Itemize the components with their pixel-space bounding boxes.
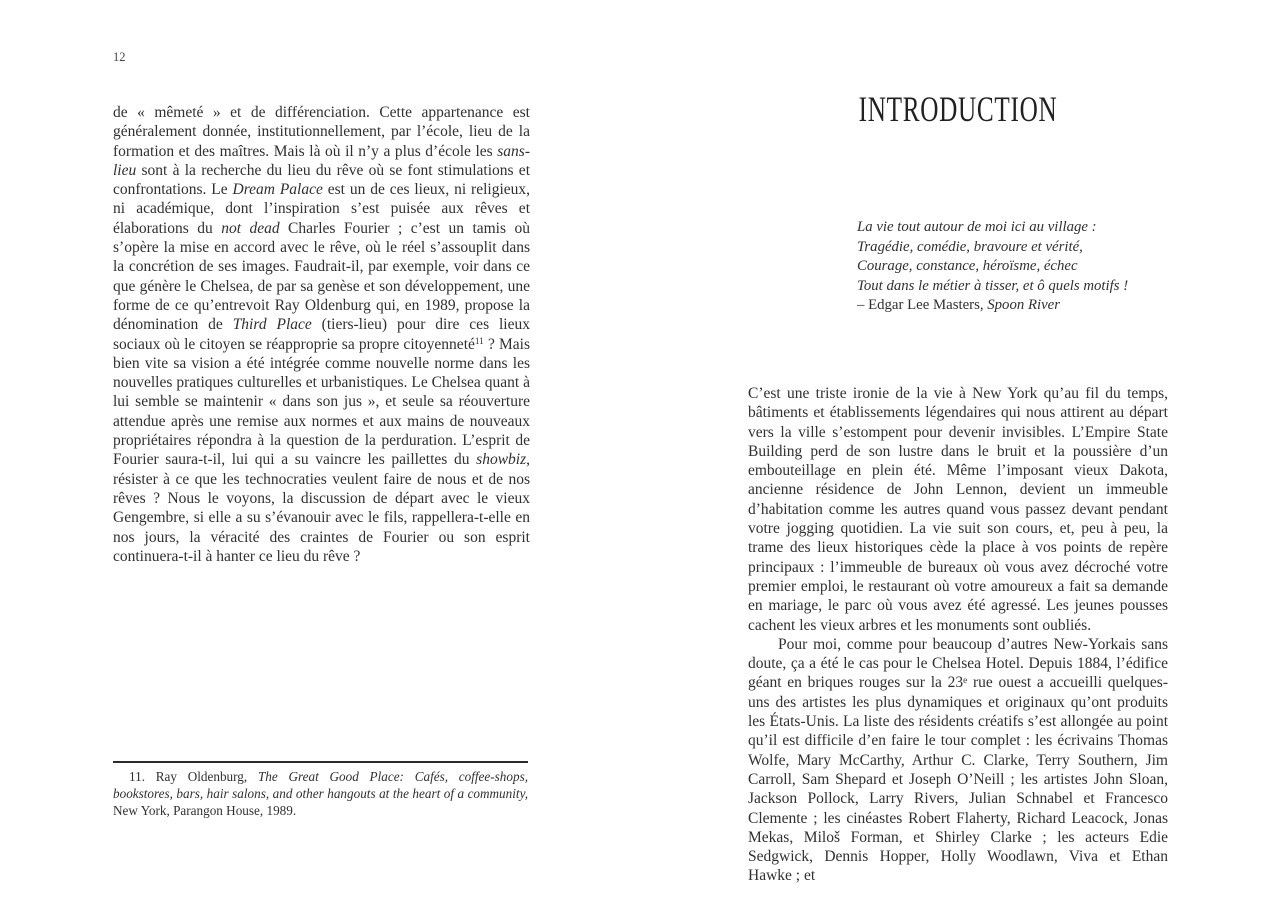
- text-run: (tiers-lieu) pour dire ces lieux sociaux où le citoyen se réapproprie sa propre citoyenneté: [113, 316, 530, 353]
- italic-run: Third Place: [232, 316, 312, 334]
- text-run: 11. Ray Oldenburg,: [129, 768, 258, 784]
- italic-run: Courage, constance, héroïsme, échec: [857, 258, 1078, 274]
- epigraph-line: [857, 277, 1128, 297]
- text-run: sont à la recherche du lieu du rêve où se font stimulations et confrontations. Le: [113, 161, 530, 199]
- epigraph-line: [857, 238, 1128, 258]
- text-run: ? Mais bien vite sa vision a été intégrée comme nouvelle norme dans les nouvelles pratiques culturelles et urbanistiques. Le Chelsea quant à lui semble se maintenir « dans son jus », et seule sa réouverture attendue après une remise aux normes et aux mains de nouveaux propriétaires répondra à la question de la perduration. L’esprit de Fourier saura-t-il, lui qui a su vaincre les paillettes du: [113, 335, 530, 469]
- text-run: C’est une triste ironie de la vie à New York qu’au fil du temps, bâtiments et établissements légendaires qui nous attirent au départ vers la ville s’estompent pour devenir invisibles. L’Empire State Building perd de son lustre dans le bruit et la poussière d’un embouteillage en plein été. Même l’imposant vieux Dakota, ancienne résidence de John Lennon, devient un immeuble d’habitation comme les autres quand vous passez devant pendant votre jogging quotidien. La vie suit son cours, et, peu à peu, la trame des lieux historiques cède la place à vos points de repère principaux : l’immeuble de bureaux où vous avez décroché votre premier emploi, le restaurant où votre amoureux a fait sa demande en mariage, le parc où vous avez été agressé. Les jeunes pousses cachent les vieux arbres et les monuments sont oubliés.: [748, 385, 1168, 634]
- right-page-body: [748, 384, 1168, 886]
- footnote-block: [113, 761, 528, 819]
- italic-run: Spoon River: [987, 297, 1060, 313]
- body-paragraph: [748, 384, 1168, 635]
- italic-run: not dead: [221, 219, 280, 237]
- italic-run: sans-lieu: [113, 142, 530, 179]
- italic-run: Tragédie, comédie, bravoure et vérité,: [857, 238, 1083, 255]
- footnote: [113, 768, 528, 820]
- epigraph-line: [857, 218, 1128, 238]
- left-page-body: [113, 103, 530, 566]
- text-run: rue ouest a accueilli quelques-uns des artistes les plus dynamiques et originaux qu’ont produits les États-Unis. La liste des résidents créatifs s’est allongée au point qu’il est difficile d’en faire le tour complet : les écrivains Thomas Wolfe, Mary McCarthy, Arthur C. Clarke, Terry Southern, Jim Carroll, Sam Shepard et Joseph O’Neill ; les artistes John Sloan, Jackson Pollock, Larry Rivers, Julian Schnabel et Francesco Clemente ; les cinéastes Robert Flaherty, Richard Leacock, Jonas Mekas, Miloš Forman, et Shirley Clarke ; les acteurs Edie Sedgwick, Dennis Hopper, Holly Woodlawn, Viva et Ethan Hawke ; et: [748, 674, 1168, 885]
- text-run: Pour moi, comme pour beaucoup d’autres New-Yorkais sans doute, ça a été le cas pour le Chelsea Hotel. Depuis 1884, l’édifice géant en briques rouges sur la 23: [748, 635, 1168, 692]
- text-run: de « mêmeté » et de différenciation. Cette appartenance est généralement donnée, institutionnellement, par l’école, lieu de la formation et des maîtres. Mais là où il n’y a plus d’école les: [113, 104, 530, 160]
- footnote-rule: [113, 761, 528, 763]
- page-number: 12: [113, 50, 126, 64]
- right-page: [748, 0, 1168, 904]
- text-run: – Edgar Lee Masters,: [857, 297, 988, 313]
- superscript: e: [963, 676, 968, 687]
- text-run: , résister à ce que les technocraties veulent faire de nous et de nos rêves ? Nous le voyons, la discussion de départ avec le vieux Gengembre, si elle a su s’évanouir avec le fils, rappellera-t-elle en nos jours, la véracité des craintes de Fourier ou son esprit continuera-t-il à hanter ce lieu du rêve ?: [113, 451, 530, 565]
- text-run: New York, Parangon House, 1989.: [113, 802, 297, 818]
- superscript: 11: [474, 337, 484, 348]
- epigraph: [857, 218, 1128, 316]
- epigraph-line: [857, 296, 1128, 316]
- text-run: est un de ces lieux, ni religieux, ni académique, dont l’inspiration s’est puisée aux rêves et élaborations du: [113, 181, 530, 237]
- chapter-title: INTRODUCTION: [858, 89, 1058, 129]
- italic-run: La vie tout autour de moi ici au village :: [857, 219, 1097, 235]
- italic-run: Dream Palace: [232, 181, 323, 199]
- italic-run: The Great Good Place: Cafés, coffee-shops, bookstores, bars, hair salons, and other hangouts at the heart of a community,: [113, 768, 528, 801]
- body-paragraph: [113, 103, 530, 566]
- epigraph-line: [857, 257, 1128, 277]
- italic-run: Tout dans le métier à tisser, et ô quels motifs !: [857, 277, 1129, 294]
- text-run: Charles Fourier ; c’est un tamis où s’opère la mise en accord avec le rêve, où le réel s’assouplit dans la concrétion de ses images. Faudrait-il, par exemple, voir dans ce que génère le Chelsea, de par sa genèse et son développement, une forme de ce qu’entrevoit Ray Oldenburg qui, en 1989, propose la dénomination de: [113, 219, 530, 334]
- left-page: [113, 0, 530, 904]
- italic-run: showbiz: [476, 451, 527, 469]
- body-paragraph: [748, 635, 1168, 886]
